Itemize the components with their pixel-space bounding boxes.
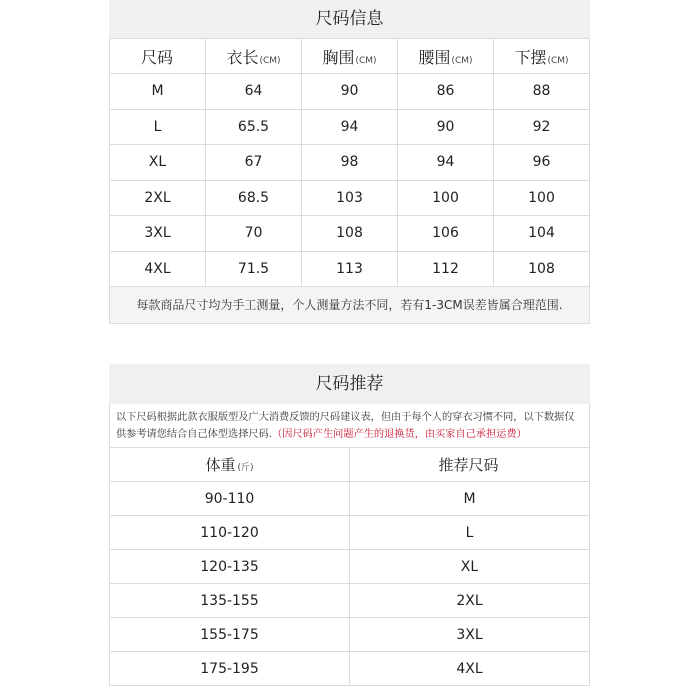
length-cell: 65.5 [206, 109, 302, 145]
recommended-size-cell: L [350, 516, 590, 550]
length-cell: 71.5 [206, 251, 302, 287]
weight-cell: 155-175 [110, 618, 350, 652]
column-header-hem: 下摆(CM) [494, 39, 590, 74]
recommended-size-cell: XL [350, 550, 590, 584]
size-info-panel [109, 0, 590, 324]
recommended-size-cell: M [350, 482, 590, 516]
chest-cell: 113 [302, 251, 398, 287]
table-row [110, 482, 590, 516]
size-info-header-row [110, 39, 590, 74]
hem-cell: 100 [494, 180, 590, 216]
size-recommendation-panel [109, 364, 590, 686]
size-cell: 3XL [110, 216, 206, 252]
table-row [110, 618, 590, 652]
recommended-size-cell: 2XL [350, 584, 590, 618]
weight-cell: 120-135 [110, 550, 350, 584]
chest-cell: 103 [302, 180, 398, 216]
table-row [110, 180, 590, 216]
waist-cell: 94 [398, 145, 494, 181]
measurement-note: 每款商品尺寸均为手工测量，个人测量方法不同，若有1-3CM误差皆属合理范围. [109, 287, 590, 324]
chest-cell: 108 [302, 216, 398, 252]
recommended-size-cell: 4XL [350, 652, 590, 686]
waist-cell: 86 [398, 74, 494, 110]
table-row [110, 550, 590, 584]
size-info-table [109, 38, 590, 287]
length-cell: 68.5 [206, 180, 302, 216]
table-row [110, 516, 590, 550]
size-recommendation-table [109, 447, 590, 686]
size-cell: 4XL [110, 251, 206, 287]
weight-cell: 110-120 [110, 516, 350, 550]
table-row [110, 251, 590, 287]
weight-cell: 175-195 [110, 652, 350, 686]
length-cell: 70 [206, 216, 302, 252]
column-header-size: 尺码 [110, 39, 206, 74]
weight-cell: 90-110 [110, 482, 350, 516]
length-cell: 64 [206, 74, 302, 110]
table-row [110, 216, 590, 252]
description-text: 以下尺码根据此款衣服版型及广大消费反馈的尺码建议表，但由于每个人的穿衣习惯不同，以下数据仅供参考请您结合自己体型选择尺码. [116, 412, 575, 440]
size-cell: L [110, 109, 206, 145]
hem-cell: 96 [494, 145, 590, 181]
length-cell: 67 [206, 145, 302, 181]
size-recommendation-title: 尺码推荐 [109, 364, 590, 404]
waist-cell: 100 [398, 180, 494, 216]
chest-cell: 98 [302, 145, 398, 181]
waist-cell: 106 [398, 216, 494, 252]
table-row [110, 584, 590, 618]
recommended-size-cell: 3XL [350, 618, 590, 652]
hem-cell: 104 [494, 216, 590, 252]
chest-cell: 90 [302, 74, 398, 110]
size-info-title: 尺码信息 [109, 0, 590, 38]
hem-cell: 108 [494, 251, 590, 287]
column-header-weight: 体重 (斤) [110, 448, 350, 482]
weight-cell: 135-155 [110, 584, 350, 618]
recommendation-description [109, 404, 590, 447]
waist-cell: 112 [398, 251, 494, 287]
column-header-waist: 腰围(CM) [398, 39, 494, 74]
hem-cell: 88 [494, 74, 590, 110]
column-header-recommended-size: 推荐尺码 [350, 448, 590, 482]
size-cell: 2XL [110, 180, 206, 216]
hem-cell: 92 [494, 109, 590, 145]
column-header-chest: 胸围(CM) [302, 39, 398, 74]
table-row [110, 652, 590, 686]
chest-cell: 94 [302, 109, 398, 145]
table-row [110, 145, 590, 181]
return-policy-text: （因尺码产生问题产生的退换货，由买家自己承担运费） [272, 429, 527, 440]
table-row [110, 109, 590, 145]
size-cell: XL [110, 145, 206, 181]
size-cell: M [110, 74, 206, 110]
recommendation-header-row [110, 448, 590, 482]
table-row [110, 74, 590, 110]
waist-cell: 90 [398, 109, 494, 145]
column-header-length: 衣长(CM) [206, 39, 302, 74]
